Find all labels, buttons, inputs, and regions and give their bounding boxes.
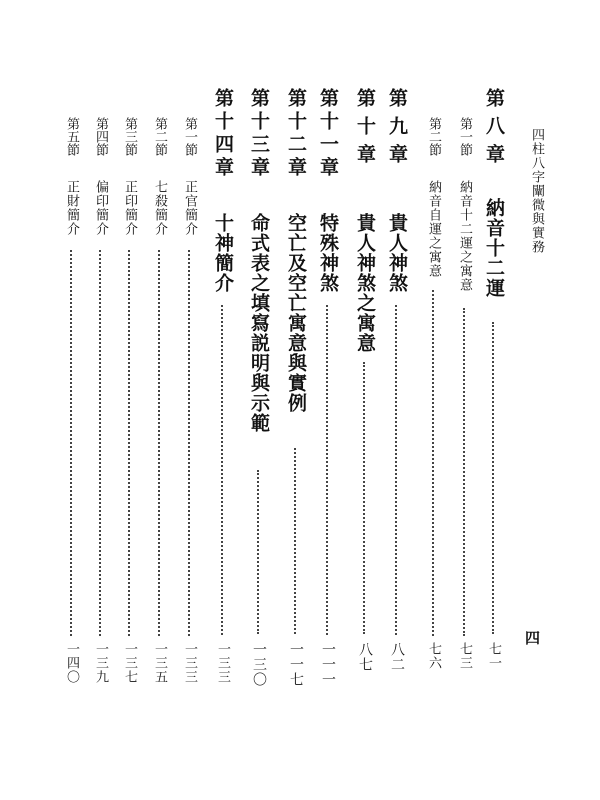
toc-leader (294, 448, 296, 634)
toc-chapter-title: 納音十二運 (483, 198, 505, 298)
toc-page: 一一一 (320, 642, 336, 687)
toc-leader (257, 470, 259, 634)
toc-chapter-label: 第九章 (386, 88, 408, 172)
toc-chapter-label: 第十四章 (212, 88, 234, 180)
toc-leader (492, 322, 494, 634)
toc-leader (463, 308, 465, 636)
toc-page: 一一七 (288, 642, 304, 687)
toc-leader (188, 250, 190, 636)
toc-chapter-title: 空亡及空亡寓意與實例 (285, 213, 307, 413)
toc-leader (128, 250, 130, 636)
toc-page: 一三〇 (251, 642, 267, 687)
toc-leader (432, 290, 434, 636)
toc-page: 一三五 (152, 642, 167, 684)
toc-chapter-title: 十神簡介 (212, 213, 234, 293)
toc-page: 一四〇 (64, 642, 79, 684)
toc-section-title: 正財簡介 (64, 180, 79, 236)
toc-section-label: 第五節 (64, 117, 79, 156)
toc-chapter-title: 特殊神煞 (317, 213, 339, 293)
toc-page: 八二 (389, 642, 405, 672)
toc-section-label: 第一節 (182, 117, 197, 156)
toc-page: 七三 (457, 642, 472, 670)
toc-section-label: 第三節 (122, 117, 137, 156)
page-number: 四 (523, 630, 541, 645)
toc-page: 七六 (426, 642, 441, 670)
toc-page: 一三七 (122, 642, 137, 684)
toc-section-title: 納音自運之寓意 (426, 180, 441, 278)
toc-leader (99, 250, 101, 636)
toc-page: 一三三 (215, 642, 230, 684)
toc-section-title: 正官簡介 (182, 180, 197, 236)
toc-section-title: 納音十二運之寓意 (457, 180, 472, 292)
toc-chapter-title: 命式表之填寫説明與示範 (248, 213, 270, 433)
toc-page: 八七 (357, 642, 373, 672)
toc-page: 一三三 (182, 642, 197, 684)
toc-chapter-label: 第十三章 (248, 88, 270, 180)
toc-leader (395, 305, 397, 635)
toc-leader (326, 305, 328, 635)
toc-section-title: 正印簡介 (122, 180, 137, 236)
toc-chapter-label: 第十一章 (317, 88, 339, 180)
toc-page: 一三九 (93, 642, 108, 684)
running-head: 四柱八字闡微與實務 (529, 128, 544, 254)
toc-section-title: 七殺簡介 (152, 180, 167, 236)
toc-section-label: 第二節 (426, 117, 441, 156)
toc-chapter-title: 貴人神煞之寓意 (354, 213, 376, 353)
toc-section-label: 第四節 (93, 117, 108, 156)
toc-page: 七一 (486, 642, 501, 670)
toc-leader (363, 362, 365, 634)
toc-leader (70, 250, 72, 636)
toc-leader (158, 250, 160, 636)
toc-chapter-label: 第十章 (354, 88, 376, 172)
toc-chapter-label: 第八章 (483, 88, 505, 172)
toc-section-title: 偏印簡介 (93, 180, 108, 236)
toc-chapter-label: 第十二章 (285, 88, 307, 180)
toc-section-label: 第二節 (152, 117, 167, 156)
toc-section-label: 第一節 (457, 117, 472, 156)
toc-chapter-title: 貴人神煞 (386, 213, 408, 293)
toc-leader (221, 305, 223, 635)
